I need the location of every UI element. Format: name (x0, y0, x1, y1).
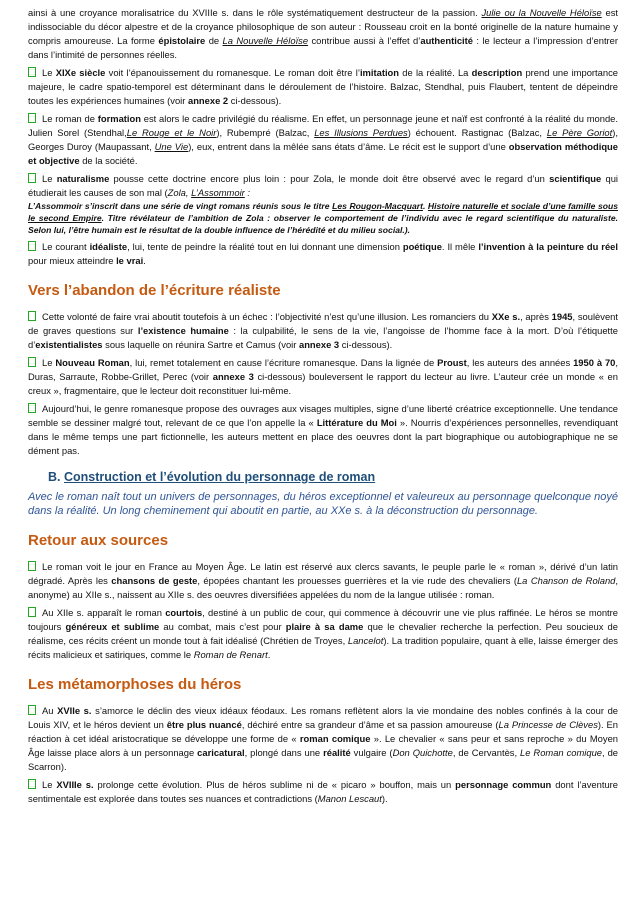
paragraph-moyen-age (28, 560, 618, 602)
document-page (28, 6, 618, 810)
text: . (422, 201, 428, 211)
paragraph-courtois (28, 606, 618, 662)
text: prolonge cette évolution. Plus de héros sublime ni de « picaro » bouffon, mais un (93, 779, 456, 790)
text: , Duras, Sarraute, Robbe-Grillet, Perec (voir (28, 357, 618, 382)
title-renart: Roman de Renart (193, 649, 268, 660)
text: s’amorce le déclin des vieux idéaux féodaux. Les romans reflètent alors la vie mondaine des nobles confinés à la cour de Louis XIV, et le héros devient un (28, 705, 619, 730)
text: contribue aussi à l’effet d’ (308, 35, 421, 46)
text: de la réalité. La (399, 67, 472, 78)
term-courtois: courtois (165, 607, 203, 618)
annexe-ref: annexe 3 (212, 371, 254, 382)
title-illusions: Les Illusions Perdues (314, 127, 408, 138)
term-litterature-moi: Littérature du Moi (316, 417, 397, 428)
term-chansons-geste: chansons de geste (111, 575, 198, 586)
text: L’Assommoir s’inscrit dans une série de vingt romans réunis sous le titre (28, 201, 333, 211)
text: ainsi à une croyance moralisatrice du XVIIIe s. dans le rôle systématiquement destructeur de la passion. (28, 7, 482, 18)
century: XXe s. (491, 311, 521, 322)
title-assommoir: L’Assommoir (191, 187, 245, 198)
text: est indissociable du décor alpestre et de la croyance philosophique de son auteur : Rousseau croit en la bonté originelle de la nature humaine y compris amoureuse. La forme (28, 7, 618, 46)
text: , lui, remet totalement en cause l’écriture romanesque. Dans la lignée de (129, 357, 438, 368)
text: ) échouent. Rastignac (Balzac, (407, 127, 547, 138)
title-julie: Julie ou la Nouvelle Héloïse (481, 7, 602, 18)
title-roman-comique: Le Roman comique (520, 747, 603, 758)
text: Au (42, 705, 58, 716)
term-existentialistes: existentialistes (35, 339, 103, 350)
paragraph-formation (28, 112, 618, 168)
text: , de Scarron). (28, 747, 619, 772)
term-formation: formation (97, 113, 141, 124)
text: vulgaire ( (350, 747, 393, 758)
text: ci-dessous). (228, 95, 282, 106)
text: Le courant (42, 241, 90, 252)
subsection-label: Construction et l’évolution du personnage de roman (63, 470, 376, 484)
text: que le chevalier recherche la perfection. Peu soucieux de réalisme, ces récits créent un monde tout à fait idéalisé (Chrétien de Troyes, (28, 621, 618, 646)
term-naturalisme: naturalisme (56, 173, 110, 184)
term-scientifique: scientifique (549, 173, 602, 184)
intro-personnage: Avec le roman naît tout un univers de personnages, du héros exceptionnel et valeureux au personnage quelconque noyé dans la réalité. Un long cheminement qui aboutit en partie, au XXe s. à la déconstruction du personnage. (28, 491, 618, 517)
text: Le (42, 357, 56, 368)
term-genereux: généreux et sublime (65, 621, 160, 632)
text: Le (42, 67, 56, 78)
text: pour mieux atteindre (28, 255, 117, 266)
paragraph-idealiste (28, 240, 618, 268)
term-existence: l’existence humaine (137, 325, 229, 336)
bullet-icon (28, 311, 36, 321)
text: ». Nourris d’expériences personnelles, revendiquant dans le même temps une part fictionnelle, les auteurs mettent en place des oeuvres dont la part biographique ou autobiographique ne se dément pas. (28, 417, 618, 456)
term-description: description (471, 67, 523, 78)
term-siecle: XIXe siècle (55, 67, 106, 78)
text: Cette volonté de faire vrai aboutit toutefois à un échec : l’objectivité n’est qu’une illusion. Les romanciers du (42, 311, 492, 322)
text: , anonyme) au XIIe s., naissent au XIIe s. des oeuvres diversifiées appelées du nom de la langue utilisée : roman. (28, 575, 618, 600)
text: , les auteurs des années (466, 357, 574, 368)
bullet-icon (28, 705, 36, 715)
text: est alors le cadre privilégié du réalisme. En effet, un personnage jeune et naïf est confronté à la réalité du monde. Julien Sorel (Stendhal, (28, 113, 618, 138)
term-authenticite: authenticité (420, 35, 473, 46)
text: Zola, (167, 187, 192, 198)
section-title-metamorphoses: Les métamorphoses du héros (28, 676, 242, 693)
text: de (205, 35, 223, 46)
year: 1945 (551, 311, 573, 322)
title-goriot: Le Père Goriot (546, 127, 613, 138)
term-realite: réalité (323, 747, 351, 758)
paragraph-heloise (28, 6, 618, 62)
paragraph-naturalisme (28, 172, 618, 200)
text: ci-dessous). (339, 339, 393, 350)
term-plaire: plaire à sa dame (285, 621, 364, 632)
subsection-letter: B. (48, 470, 61, 484)
bullet-icon (28, 779, 36, 789)
text: ), eux, entrent dans la mêlée sans états d’âme. Le récit est le support d’une (188, 141, 509, 152)
title-rouge-noir: Le Rouge et le Noir (126, 127, 217, 138)
text: Le roman voit le jour en France au Moyen Âge. Le latin est réservé aux clercs savants, le peuple parle le « roman », dérivé d’un latin dégradé. Après les (28, 561, 618, 586)
term-caricatural: caricatural (197, 747, 245, 758)
annexe-ref: annexe 2 (187, 95, 229, 106)
text: Au XIIe s. apparaît le roman (42, 607, 166, 618)
term-nuance: être plus nuancé (166, 719, 242, 730)
bullet-icon (28, 607, 36, 617)
century: XVIIIe s. (56, 779, 94, 790)
title-une-vie: Une Vie (154, 141, 189, 152)
term-commun: personnage commun (455, 779, 552, 790)
text: : la culpabilité, le sens de la vie, l’angoisse de l’homme face à la mort. D’où l’étiquette d’ (28, 325, 618, 350)
text: Le roman de (42, 113, 98, 124)
text: pousse cette doctrine encore plus loin : pour Zola, le monde doit être observé avec le regard d’un (109, 173, 550, 184)
text: ), Rubempré (Balzac, (216, 127, 315, 138)
text: , épopées chantant les prouesses guerrières et la vie rude des chevaliers ( (197, 575, 517, 586)
bullet-icon (28, 403, 36, 413)
paragraph-xviiie (28, 778, 618, 806)
term-nouveau-roman: Nouveau Roman (55, 357, 130, 368)
text: , lui, tente de peindre la réalité tout en lui donnant une dimension (127, 241, 403, 252)
text: qui étudierait les causes de son mal ( (28, 173, 618, 198)
text: sous laquelle on réunira Sartre et Camus (voir (102, 339, 299, 350)
term-roman-comique: roman comique (299, 733, 371, 744)
text: Aujourd’hui, le genre romanesque propose des ouvrages aux visages multiples, signe d’une liberté créatrice exceptionnelle. Une tendance semble se dessiner malgré tout, relevant de ce que l’on appelle la « (28, 403, 618, 428)
section-title-retour: Retour aux sources (28, 532, 169, 549)
bullet-icon (28, 67, 36, 77)
author-proust: Proust (437, 357, 467, 368)
text: , plongé dans une (244, 747, 324, 758)
title-lancelot: Lancelot (347, 635, 384, 646)
bullet-icon (28, 241, 36, 251)
subsection-title-b (48, 470, 618, 484)
term-vrai: le vrai (116, 255, 144, 266)
text: . (143, 255, 146, 266)
text: , soulèvent de graves questions sur (28, 311, 618, 336)
title-roland: La Chanson de Roland (516, 575, 616, 586)
note-rougon-macquart (28, 200, 618, 236)
text: ), Georges Duroy (Maupassant, (28, 127, 618, 152)
text: , destiné à un public de cour, qui commence à découvrir une vie plus raffinée. Le héros se montre toujours (28, 607, 618, 632)
title-cleves: La Princesse de Clèves (498, 719, 598, 730)
title-histoire-naturelle: Histoire naturelle et sociale d’une famille sous le second Empire (28, 201, 618, 223)
bullet-icon (28, 113, 36, 123)
paragraph-existentialisme (28, 310, 618, 352)
term-idealiste: idéaliste (89, 241, 128, 252)
paragraph-aujourdhui (28, 402, 618, 458)
paragraph-xviie (28, 704, 618, 774)
text: ». Le chevalier « sans peur et sans reproche » du Moyen Âge laisse place alors à un personnage (28, 733, 618, 758)
paragraph-xixe (28, 66, 618, 108)
text: au combat, mais c’est pour (159, 621, 286, 632)
text: . Titre révélateur de l’ambition de Zola : observer le comportement de l’individu avec le regard scientifique du naturaliste. Selon lui, l’être humain est le résultat de la double influence de l’hérédité et du milieu social.). (28, 213, 618, 235)
title-lescaut: Manon Lescaut (317, 793, 382, 804)
years: 1950 à 70 (573, 357, 616, 368)
bullet-icon (28, 561, 36, 571)
text: , après (520, 311, 552, 322)
title-nouvelle-heloise: La Nouvelle Héloïse (222, 35, 309, 46)
section-title-abandon: Vers l’abandon de l’écriture réaliste (28, 282, 281, 299)
text: de la société. (79, 155, 138, 166)
text: ci-dessous) bouleversent le rapport du lecteur au livre. L’auteur crée un monde « en creux », fragmentaire, que le lecteur doit reconstituer lui-même. (28, 371, 618, 396)
text: voit l’épanouissement du romanesque. Le roman doit être l’ (105, 67, 360, 78)
title-rougon-macquart: Les Rougon-Macquart (332, 201, 423, 211)
annexe-ref: annexe 3 (298, 339, 340, 350)
text: ). La tradition populaire, quant à elle, laisse émerger des récits malicieux et satiriques, comme le (28, 635, 618, 660)
title-quichotte: Don Quichotte (392, 747, 453, 758)
bullet-icon (28, 357, 36, 367)
text: , de Cervantès, (452, 747, 521, 758)
bullet-icon (28, 173, 36, 183)
paragraph-nouveau-roman (28, 356, 618, 398)
text: : le lecteur a l’impression d’entrer dans l’intimité de personnes réelles. (28, 35, 619, 60)
term-invention: l’invention à la peinture du réel (478, 241, 618, 252)
text: dont l’aventure sentimentale est explorée dans toutes ses nuances et contradictions ( (28, 779, 618, 804)
text: Le (42, 779, 57, 790)
term-epistolaire: épistolaire (158, 35, 206, 46)
text: Le (42, 173, 57, 184)
term-observation: observation méthodique et objective (28, 141, 618, 166)
century: XVIIe s. (57, 705, 92, 716)
term-poetique: poétique (402, 241, 442, 252)
term-imitation: imitation (359, 67, 399, 78)
text: . Il mêle (441, 241, 479, 252)
text: : (244, 187, 250, 198)
text: ). (381, 793, 388, 804)
text: prend une importance majeure, le cadre spatio-temporel est déterminant dans le déroulement de l’histoire. Balzac, Stendhal, puis Flaubert, tentent de dépeindre toutes les expériences humaines (voir (28, 67, 618, 106)
text: , déchiré entre sa grandeur d’âme et sa passion amoureuse ( (241, 719, 499, 730)
text: . (267, 649, 271, 660)
text: ). En réaction à cet idéal aristocratique se développe une forme de « (28, 719, 618, 744)
